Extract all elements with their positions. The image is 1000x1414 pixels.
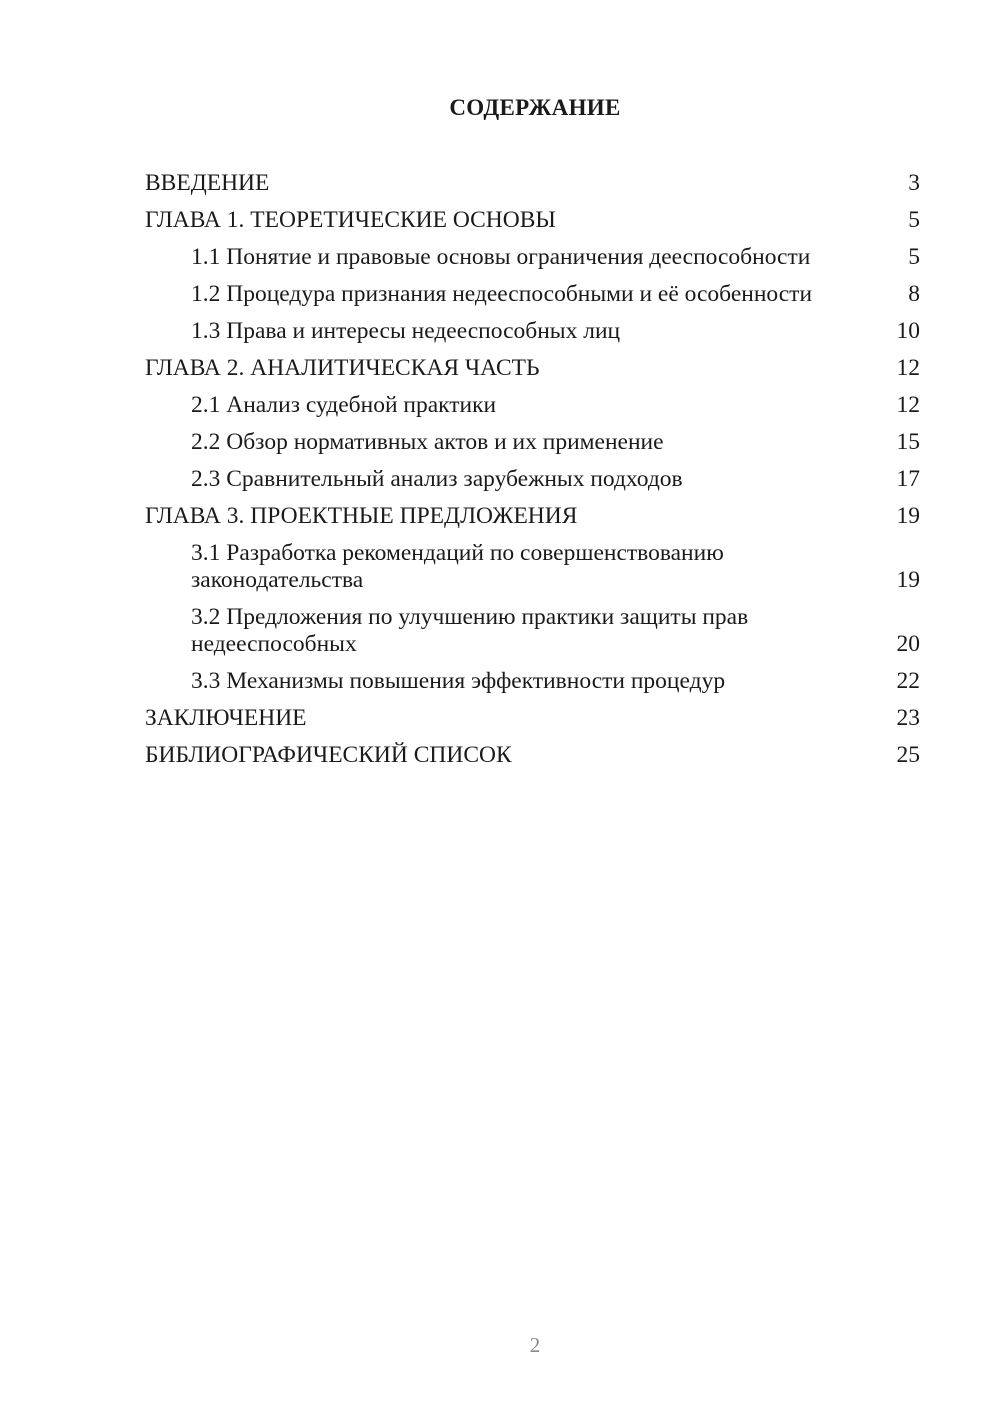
toc-entry-section-1-3[interactable] xyxy=(191,318,920,345)
toc-entry-section-2-1[interactable] xyxy=(191,392,920,419)
toc-entry-page: 19 xyxy=(896,503,920,529)
toc-entry-page: 23 xyxy=(896,705,920,731)
toc-entry-chapter-2[interactable] xyxy=(145,355,920,382)
toc-entry-introduction[interactable] xyxy=(145,170,920,197)
toc-entry-label: ГЛАВА 1. ТЕОРЕТИЧЕСКИЕ ОСНОВЫ xyxy=(145,207,556,233)
toc-entry-section-1-2[interactable] xyxy=(191,281,920,308)
toc-entry-label: БИБЛИОГРАФИЧЕСКИЙ СПИСОК xyxy=(145,742,512,768)
toc-entry-page: 5 xyxy=(908,244,920,270)
toc-entry-section-2-2[interactable] xyxy=(191,429,920,456)
toc-entry-section-3-3[interactable] xyxy=(191,668,920,695)
toc-entry-page: 22 xyxy=(896,668,920,694)
toc-entry-page: 20 xyxy=(896,631,920,657)
page-number: 2 xyxy=(529,1333,541,1357)
toc-entry-label: 2.3 Сравнительный анализ зарубежных подходов xyxy=(191,466,683,492)
toc-entry-page: 12 xyxy=(896,392,920,418)
toc-entry-page: 5 xyxy=(908,207,920,233)
toc-entry-page: 19 xyxy=(896,567,920,593)
toc-entry-label: 3.1 Разработка рекомендаций по совершенствованию законодательства xyxy=(191,540,724,593)
toc-entry-page: 12 xyxy=(896,355,920,381)
toc-entry-conclusion[interactable] xyxy=(145,705,920,732)
toc-entry-page: 3 xyxy=(908,170,920,196)
toc-entry-label: 1.1 Понятие и правовые основы ограничения дееспособности xyxy=(191,244,811,270)
toc-entry-label: ГЛАВА 3. ПРОЕКТНЫЕ ПРЕДЛОЖЕНИЯ xyxy=(145,503,578,529)
toc-entry-label: ЗАКЛЮЧЕНИЕ xyxy=(145,705,307,731)
toc-entry-label: 3.2 Предложения по улучшению практики защиты прав недееспособных xyxy=(191,604,749,657)
toc-entry-page: 10 xyxy=(896,318,920,344)
toc-entry-section-1-1[interactable] xyxy=(191,244,920,271)
toc-entry-page: 15 xyxy=(896,429,920,455)
toc-entry-section-3-2[interactable] xyxy=(191,604,920,658)
toc-entry-label: 2.2 Обзор нормативных актов и их применение xyxy=(191,429,664,455)
toc-entry-page: 17 xyxy=(896,466,920,492)
toc-entry-section-3-1[interactable] xyxy=(191,540,920,594)
table-of-contents xyxy=(145,170,920,779)
toc-entry-label: 2.1 Анализ судебной практики xyxy=(191,392,497,418)
toc-entry-section-2-3[interactable] xyxy=(191,466,920,493)
page-title: СОДЕРЖАНИЕ xyxy=(449,95,621,120)
toc-entry-page: 25 xyxy=(896,742,920,768)
toc-entry-label: ВВЕДЕНИЕ xyxy=(145,170,270,196)
toc-entry-label: 1.2 Процедура признания недееспособными и её особенности xyxy=(191,281,813,307)
toc-entry-page: 8 xyxy=(908,281,920,307)
toc-entry-label: 3.3 Механизмы повышения эффективности процедур xyxy=(191,668,726,694)
toc-entry-bibliography[interactable] xyxy=(145,742,920,769)
toc-entry-chapter-3[interactable] xyxy=(145,503,920,530)
toc-entry-label: 1.3 Права и интересы недееспособных лиц xyxy=(191,318,621,344)
toc-entry-label: ГЛАВА 2. АНАЛИТИЧЕСКАЯ ЧАСТЬ xyxy=(145,355,540,381)
toc-entry-chapter-1[interactable] xyxy=(145,207,920,234)
